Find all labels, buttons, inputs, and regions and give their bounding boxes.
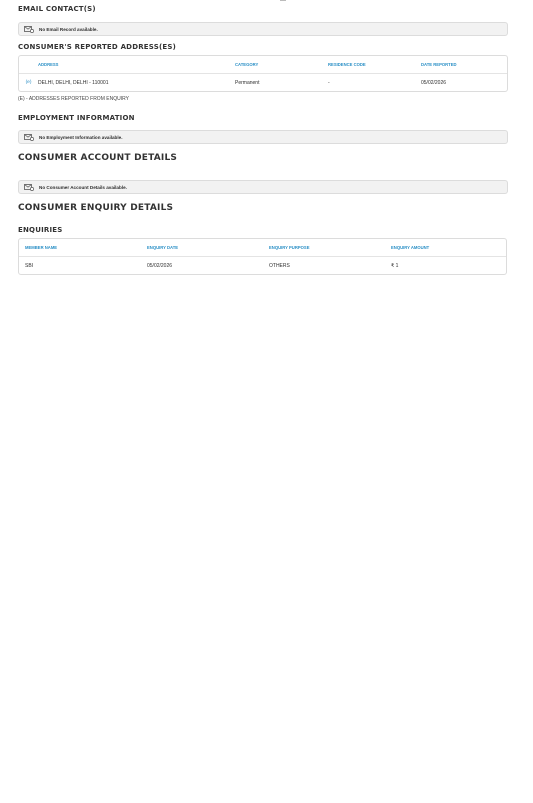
col-residence-code: RESIDENCE CODE [328, 62, 366, 67]
enquiries-subtitle: ENQUIRIES [18, 226, 63, 234]
enquiry-tag: (e) [25, 80, 32, 85]
col-enquiry-purpose: ENQUIRY PURPOSE [269, 245, 310, 250]
no-record-icon [24, 25, 34, 33]
address-section [18, 43, 176, 51]
email-notice-text: No Email Record available. [39, 26, 98, 32]
account-notice [18, 180, 508, 194]
table-row [19, 74, 507, 91]
enquiry-section [18, 203, 173, 213]
account-section [18, 153, 177, 163]
employment-section [18, 114, 135, 122]
table-row [19, 257, 506, 274]
col-address: ADDRESS [38, 62, 59, 67]
member-name-cell: SBI [25, 262, 34, 269]
email-section-title: EMAIL CONTACT(S) [18, 5, 96, 13]
category-cell: Permanent [235, 79, 260, 86]
enquiry-amount-cell: ₹ 1 [391, 262, 399, 269]
address-table [18, 55, 508, 92]
email-notice [18, 22, 508, 36]
enquiry-table-header [19, 239, 506, 257]
email-section [18, 5, 96, 13]
account-notice-text: No Consumer Account Details available. [39, 184, 127, 190]
enquiry-purpose-cell: OTHERS [269, 262, 290, 269]
enquiries-subsection [18, 226, 63, 234]
col-category: CATEGORY [235, 62, 259, 67]
employment-notice-text: No Employment Information available. [39, 134, 123, 140]
residence-code-cell: - [328, 79, 330, 86]
address-cell: DELHI, DELHI, DELHI - 110001 [38, 79, 109, 86]
address-section-title: CONSUMER'S REPORTED ADDRESS(ES) [18, 43, 176, 51]
date-reported-cell: 05/02/2026 [421, 79, 447, 86]
enquiry-date-cell: 05/02/2026 [147, 262, 173, 269]
col-enquiry-amount: ENQUIRY AMOUNT [391, 245, 430, 250]
top-divider-fragment [280, 0, 286, 1]
address-footnote: (E) - ADDRESSES REPORTED FROM ENQUIRY [18, 96, 129, 102]
enquiry-table [18, 238, 507, 275]
address-table-header [19, 56, 507, 74]
account-section-title: CONSUMER ACCOUNT DETAILS [18, 153, 178, 163]
col-member-name: MEMBER NAME [25, 245, 58, 250]
col-date-reported: DATE REPORTED [421, 62, 457, 67]
employment-notice [18, 130, 508, 144]
no-record-icon [24, 183, 34, 191]
employment-section-title: EMPLOYMENT INFORMATION [18, 114, 135, 122]
no-record-icon [24, 133, 34, 141]
col-enquiry-date: ENQUIRY DATE [147, 245, 179, 250]
enquiry-section-title: CONSUMER ENQUIRY DETAILS [18, 203, 174, 213]
